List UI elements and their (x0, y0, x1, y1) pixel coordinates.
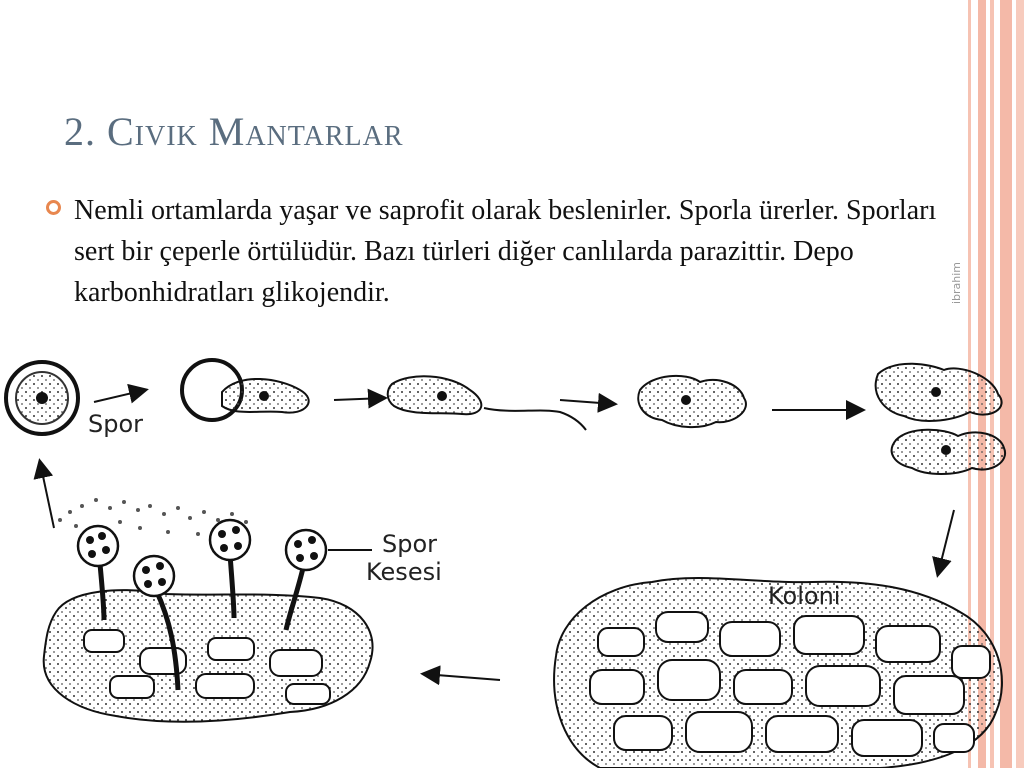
bullet-text: Nemli ortamlarda yaşar ve saprofit olarak beslenirler. Sporla ürerler. Sporları sert bir çeperle örtülüdür. Bazı türleri diğer canlılarda parazittir. Depo karbonhidratları glikojendir. (74, 195, 937, 308)
label-spor-kesesi-line1: Spor (382, 530, 438, 558)
arrow-5 (938, 510, 954, 574)
label-spor: Spor (88, 410, 144, 438)
bullet-circle-icon (46, 200, 61, 215)
arrow-6 (424, 674, 500, 680)
slime-mold-life-cycle-diagram (0, 350, 1024, 768)
spore-cell (6, 362, 78, 434)
flagellated-cell (388, 376, 586, 430)
dividing-amoebae (876, 364, 1005, 474)
arrow-7 (40, 462, 54, 528)
label-koloni: Koloni (768, 582, 841, 610)
side-note: ibrahim (950, 262, 963, 305)
arrow-2 (334, 398, 384, 400)
label-spor-kesesi-line2: Kesesi (366, 558, 442, 586)
germinating-spore (182, 360, 309, 420)
fruiting-body (44, 498, 373, 722)
amoeboid-cell (638, 376, 746, 427)
arrow-3 (560, 400, 614, 404)
arrow-1 (94, 390, 145, 402)
slide-title: 2. Civik Mantarlar (64, 109, 404, 154)
